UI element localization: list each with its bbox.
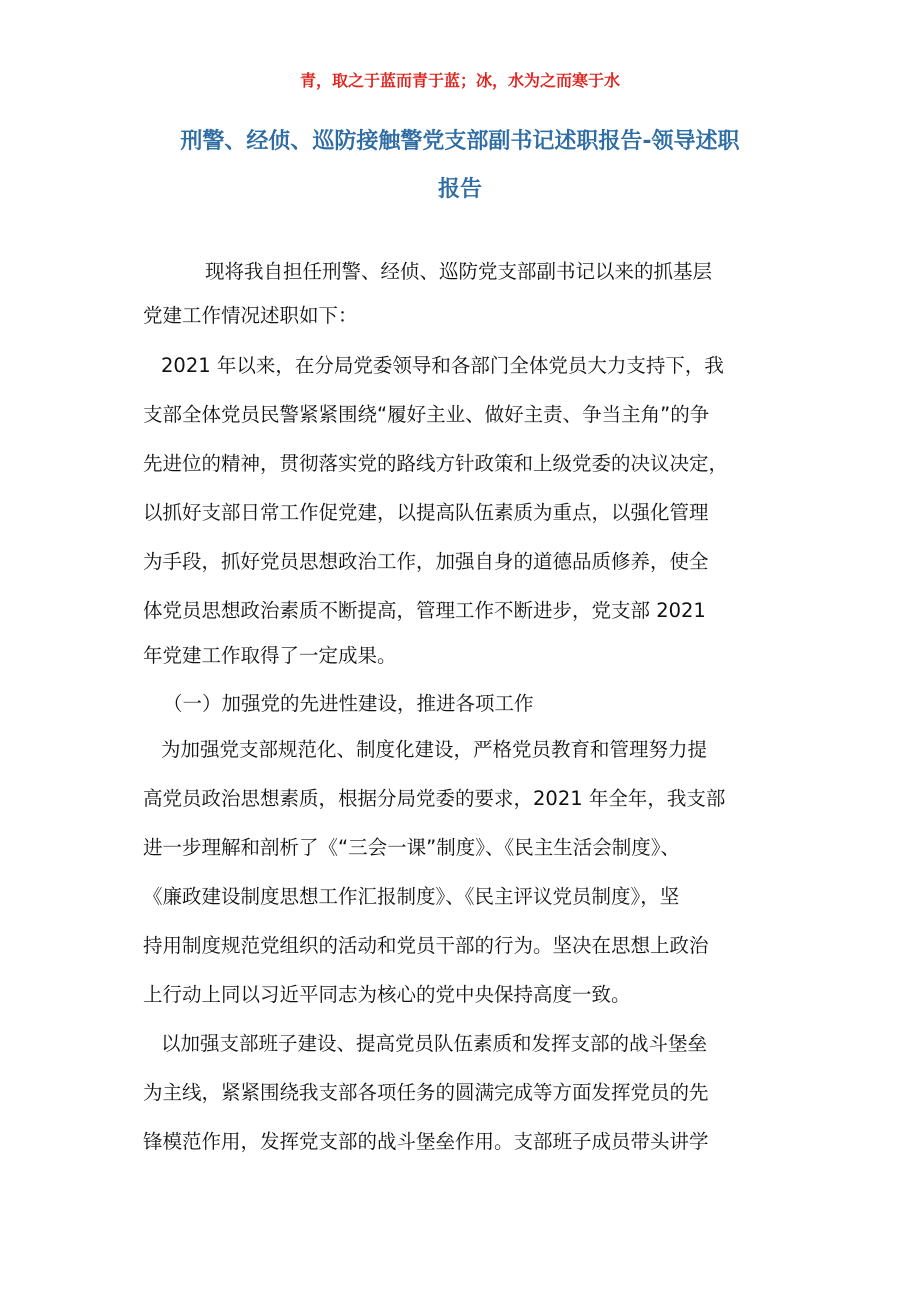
body-line-18: 为主线，紧紧围绕我支部各项任务的圆满完成等方面发挥党员的先 bbox=[143, 1081, 709, 1104]
body-line-19: 锋模范作用，发挥党支部的战斗堡垒作用。支部班子成员带头讲学 bbox=[143, 1130, 709, 1153]
body-line-12: 高党员政治思想素质，根据分局党委的要求，2021 年全年，我支部 bbox=[143, 787, 726, 810]
body-line-14: 《廉政建设制度思想工作汇报制度》、《民主评议党员制度》，坚 bbox=[143, 885, 680, 908]
body-line-17: 以加强支部班子建设、提高党员队伍素质和发挥支部的战斗堡垒 bbox=[161, 1032, 708, 1055]
body-line-5: 先进位的精神，贯彻落实党的路线方针政策和上级党委的决议决定， bbox=[143, 452, 729, 475]
title-line-1: 刑警、经侦、巡防接触警党支部副书记述职报告-领导述职 bbox=[180, 129, 740, 154]
body-line-16: 上行动上同以习近平同志为核心的党中央保持高度一致。 bbox=[143, 983, 631, 1006]
body-line-9: 年党建工作取得了一定成果。 bbox=[143, 644, 397, 667]
body-line-1: 现将我自担任刑警、经侦、巡防党支部副书记以来的抓基层 bbox=[205, 260, 713, 283]
body-line-11: 为加强党支部规范化、制度化建设，严格党员教育和管理努力提 bbox=[161, 738, 708, 761]
body-line-8: 体党员思想政治素质不断提高，管理工作不断进步，党支部 2021 bbox=[143, 599, 706, 622]
body-line-4: 支部全体党员民警紧紧围绕“履好主业、做好主责、争当主角”的争 bbox=[143, 403, 710, 426]
body-line-13: 进一步理解和剖析了《“三会一课”制度》、《民主生活会制度》、 bbox=[143, 836, 680, 859]
document-title bbox=[0, 118, 920, 214]
body-line-3: 2021 年以来，在分局党委领导和各部门全体党员大力支持下，我 bbox=[161, 354, 724, 377]
body-line-7: 为手段，抓好党员思想政治工作，加强自身的道德品质修养，使全 bbox=[143, 550, 709, 573]
body-line-15: 持用制度规范党组织的活动和党员干部的行为。坚决在思想上政治 bbox=[143, 934, 709, 957]
title-line-2: 报告 bbox=[437, 177, 482, 202]
section-heading-1: （一）加强党的先进性建设，推进各项工作 bbox=[163, 692, 534, 715]
body-line-2: 党建工作情况述职如下： bbox=[143, 304, 358, 327]
motto-header: 青，取之于蓝而青于蓝；冰，水为之而寒于水 bbox=[299, 71, 620, 90]
body-line-6: 以抓好支部日常工作促党建，以提高队伍素质为重点，以强化管理 bbox=[143, 501, 709, 524]
